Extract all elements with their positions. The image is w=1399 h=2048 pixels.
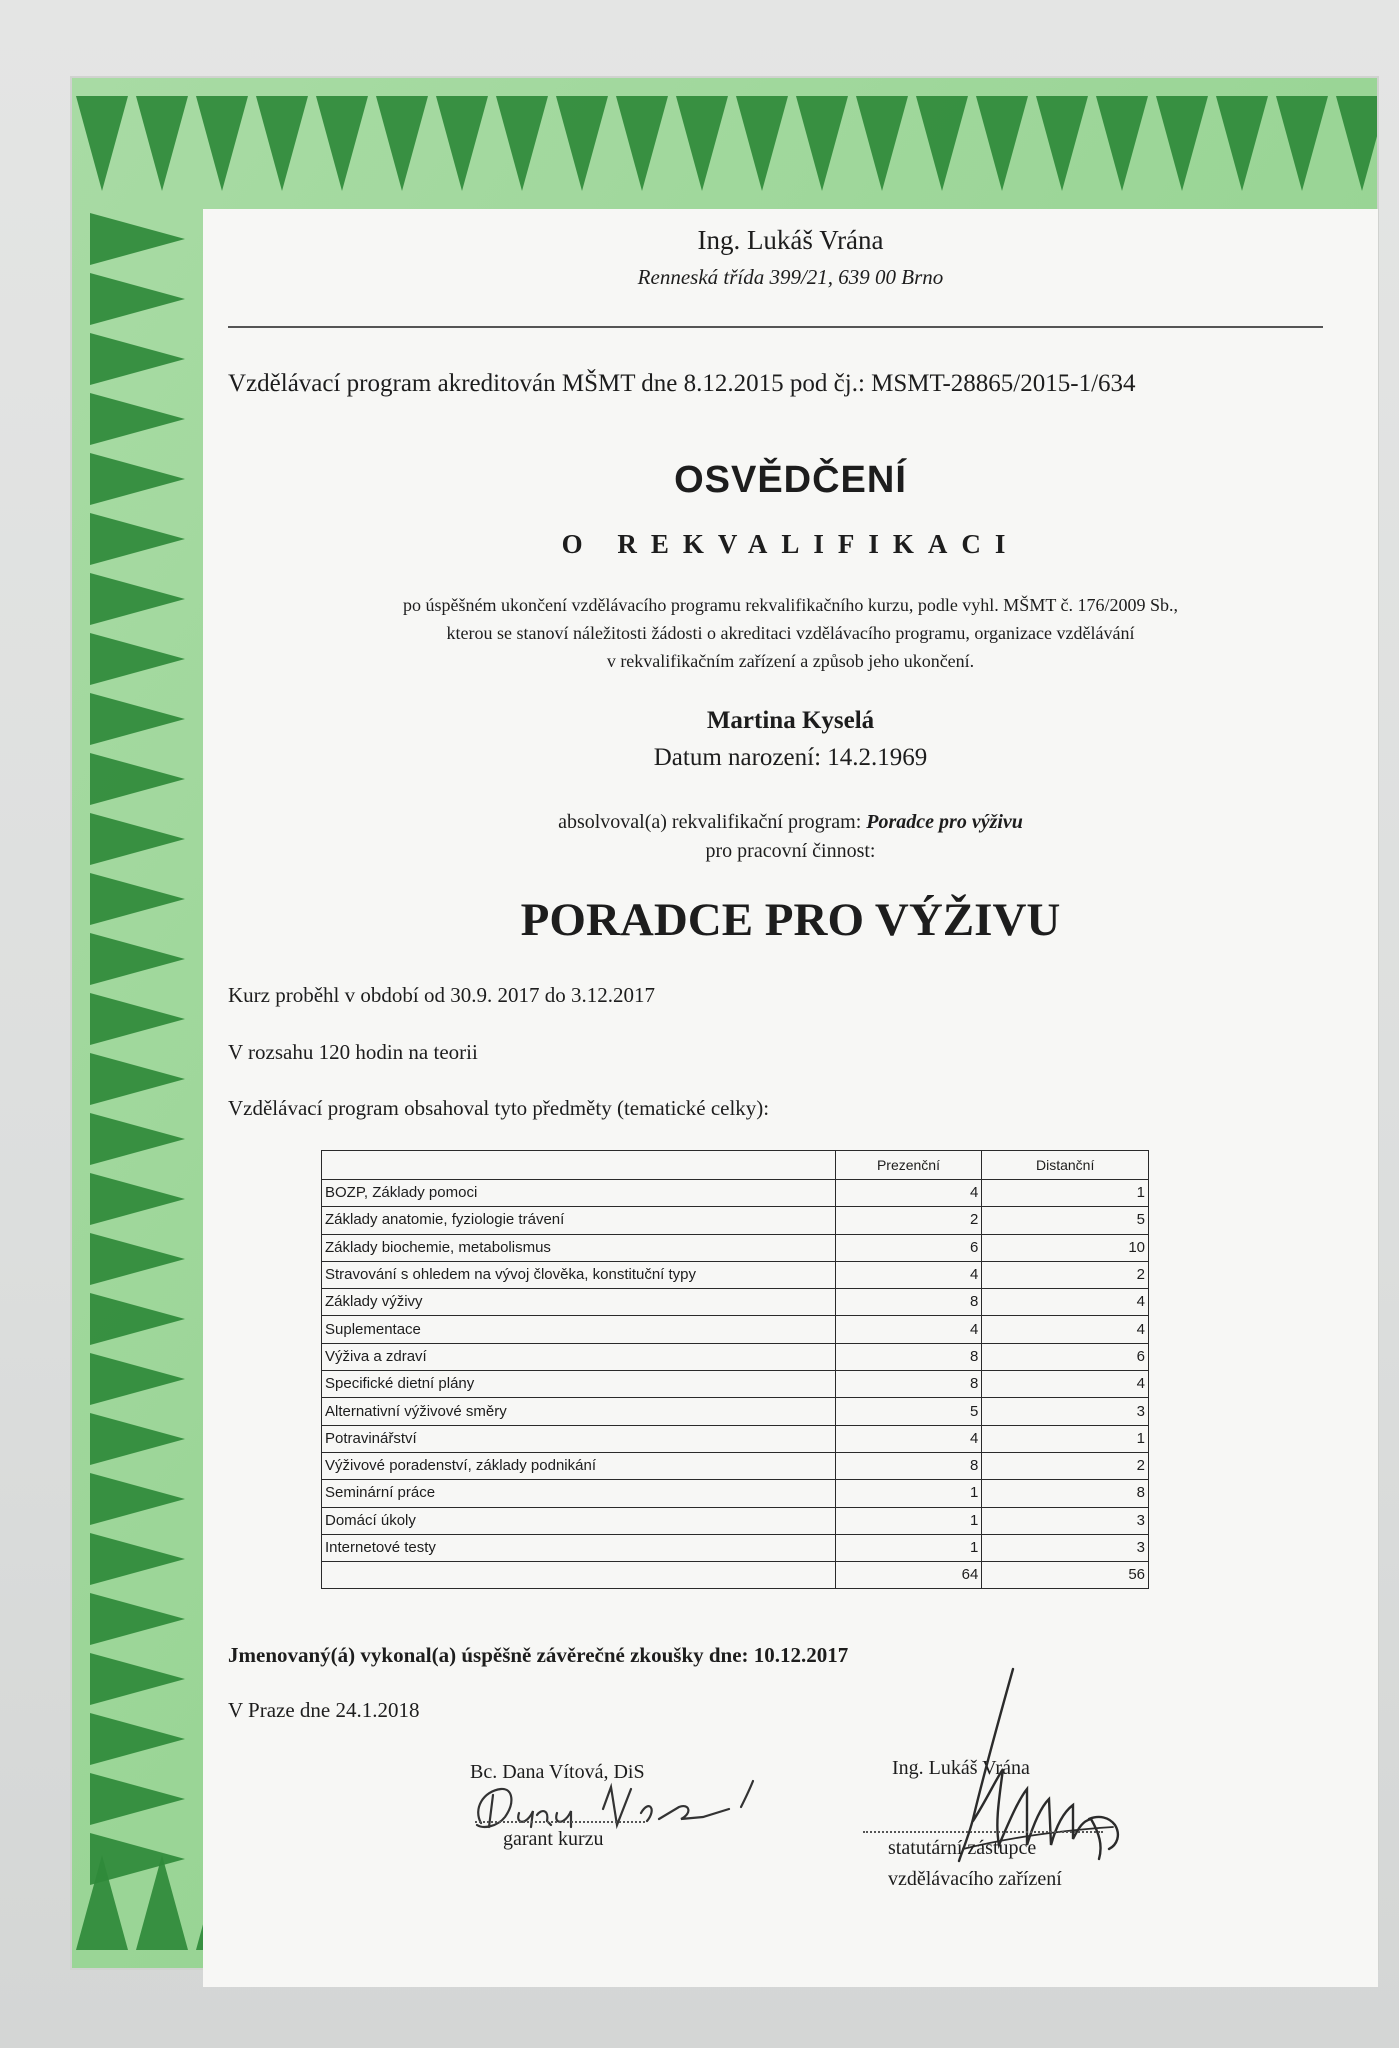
prezencni-cell: 64 — [835, 1562, 982, 1589]
distancni-cell: 4 — [982, 1316, 1149, 1343]
table-row — [322, 1562, 1149, 1589]
table-row — [322, 1261, 1149, 1288]
subject-cell: Stravování s ohledem na vývoj člověka, konstituční typy — [322, 1261, 836, 1288]
subject-cell: Základy anatomie, fyziologie trávení — [322, 1207, 836, 1234]
program-name: Poradce pro výživu — [866, 811, 1023, 833]
table-row — [322, 1316, 1149, 1343]
prezencni-cell: 1 — [835, 1480, 982, 1507]
table-row — [322, 1480, 1149, 1507]
subject-cell: Výživa a zdraví — [322, 1343, 836, 1370]
distancni-cell: 2 — [982, 1261, 1149, 1288]
subject-cell: Potravinářství — [322, 1425, 836, 1452]
certificate-subtitle: O REKVALIFIKACI — [561, 529, 1020, 559]
subject-cell: Výživové poradenství, základy podnikání — [322, 1452, 836, 1479]
legal-text-line: po úspěšném ukončení vzdělávacího programu rekvalifikačního kurzu, podle vyhl. MŠMT č. 176/2009 Sb., — [402, 595, 1178, 615]
table-row — [322, 1234, 1149, 1261]
certificate-paper — [72, 78, 1377, 1968]
prezencni-cell: 2 — [835, 1207, 982, 1234]
distancni-cell: 1 — [982, 1180, 1149, 1207]
prezencni-cell: 4 — [835, 1425, 982, 1452]
signatory-role-guarantor: garant kurzu — [503, 1828, 604, 1850]
signatory-role-director-institution: vzdělávacího zařízení — [888, 1868, 1062, 1890]
prezencni-cell: 1 — [835, 1534, 982, 1561]
prezencni-cell: 5 — [835, 1398, 982, 1425]
distancni-cell: 1 — [982, 1425, 1149, 1452]
table-row — [322, 1534, 1149, 1561]
table-row — [322, 1398, 1149, 1425]
subject-cell: Suplementace — [322, 1316, 836, 1343]
accreditation-line: Vzdělávací program akreditován MŠMT dne 8.12.2015 pod čj.: MSMT-28865/2015-1/634 — [228, 370, 1136, 397]
prezencni-cell: 4 — [835, 1180, 982, 1207]
table-row — [322, 1425, 1149, 1452]
signatory-role-director: statutární zástupce — [888, 1837, 1037, 1859]
table-body — [322, 1180, 1149, 1589]
subject-cell: BOZP, Základy pomoci — [322, 1180, 836, 1207]
prezencni-cell: 4 — [835, 1261, 982, 1288]
issuer-address: Renneská třída 399/21, 639 00 Brno — [637, 265, 944, 289]
course-hours: V rozsahu 120 hodin na teorii — [228, 1040, 478, 1064]
subject-cell: Domácí úkoly — [322, 1507, 836, 1534]
distancni-cell: 4 — [982, 1289, 1149, 1316]
activity-label: pro pracovní činnost: — [705, 840, 876, 862]
table-row — [322, 1371, 1149, 1398]
distancni-cell: 6 — [982, 1343, 1149, 1370]
distancni-cell: 10 — [982, 1234, 1149, 1261]
certificate-content — [203, 209, 1378, 1987]
signature-line — [475, 1821, 645, 1823]
table-row — [322, 1180, 1149, 1207]
subject-cell: Seminární práce — [322, 1480, 836, 1507]
distancni-cell: 3 — [982, 1507, 1149, 1534]
prezencni-cell: 8 — [835, 1343, 982, 1370]
signatory-name-director: Ing. Lukáš Vrána — [892, 1757, 1030, 1779]
table-row — [322, 1207, 1149, 1234]
column-header-prezencni: Prezenční — [835, 1151, 982, 1180]
exam-line: Jmenovaný(á) vykonal(a) úspěšně závěrečné zkoušky dne: 10.12.2017 — [228, 1643, 849, 1667]
subject-cell: Základy biochemie, metabolismus — [322, 1234, 836, 1261]
legal-text-line: kterou se stanoví náležitosti žádosti o akreditaci vzdělávacího programu, organizace vzdělávání — [446, 623, 1135, 643]
prezencni-cell: 8 — [835, 1289, 982, 1316]
table-row — [322, 1289, 1149, 1316]
subjects-intro: Vzdělávací program obsahoval tyto předměty (tematické celky): — [228, 1096, 770, 1120]
distancni-cell: 56 — [982, 1562, 1149, 1589]
prezencni-cell: 6 — [835, 1234, 982, 1261]
signature-line — [863, 1831, 1103, 1833]
prezencni-cell: 4 — [835, 1316, 982, 1343]
subject-cell: Specifické dietní plány — [322, 1371, 836, 1398]
table-row — [322, 1452, 1149, 1479]
signatory-name-guarantor: Bc. Dana Vítová, DiS — [470, 1761, 645, 1783]
distancni-cell: 3 — [982, 1534, 1149, 1561]
birth-date: Datum narození: 14.2.1969 — [653, 744, 928, 771]
program-line — [203, 811, 1378, 834]
column-header-subject — [322, 1151, 836, 1180]
subject-cell — [322, 1562, 836, 1589]
program-prefix: absolvoval(a) rekvalifikační program: — [558, 811, 867, 833]
prezencni-cell: 8 — [835, 1452, 982, 1479]
legal-text-line: v rekvalifikačním zařízení a způsob jeho ukončení. — [606, 651, 975, 671]
certificate-title: OSVĚDČENÍ — [674, 459, 907, 501]
prezencni-cell: 8 — [835, 1371, 982, 1398]
subject-cell: Internetové testy — [322, 1534, 836, 1561]
subjects-table — [321, 1150, 1149, 1589]
person-name: Martina Kyselá — [706, 707, 875, 734]
distancni-cell: 2 — [982, 1452, 1149, 1479]
subject-cell: Základy výživy — [322, 1289, 836, 1316]
prezencni-cell: 1 — [835, 1507, 982, 1534]
header-divider — [228, 326, 1323, 328]
table-row — [322, 1507, 1149, 1534]
occupation-title: PORADCE PRO VÝŽIVU — [520, 894, 1061, 946]
place-date: V Praze dne 24.1.2018 — [228, 1698, 420, 1722]
distancni-cell: 3 — [982, 1398, 1149, 1425]
distancni-cell: 8 — [982, 1480, 1149, 1507]
table-row — [322, 1343, 1149, 1370]
issuer-name: Ing. Lukáš Vrána — [697, 225, 884, 255]
table-header-row — [322, 1151, 1149, 1180]
column-header-distancni: Distanční — [982, 1151, 1149, 1180]
distancni-cell: 5 — [982, 1207, 1149, 1234]
distancni-cell: 4 — [982, 1371, 1149, 1398]
subject-cell: Alternativní výživové směry — [322, 1398, 836, 1425]
course-period: Kurz proběhl v období od 30.9. 2017 do 3.12.2017 — [228, 983, 655, 1007]
